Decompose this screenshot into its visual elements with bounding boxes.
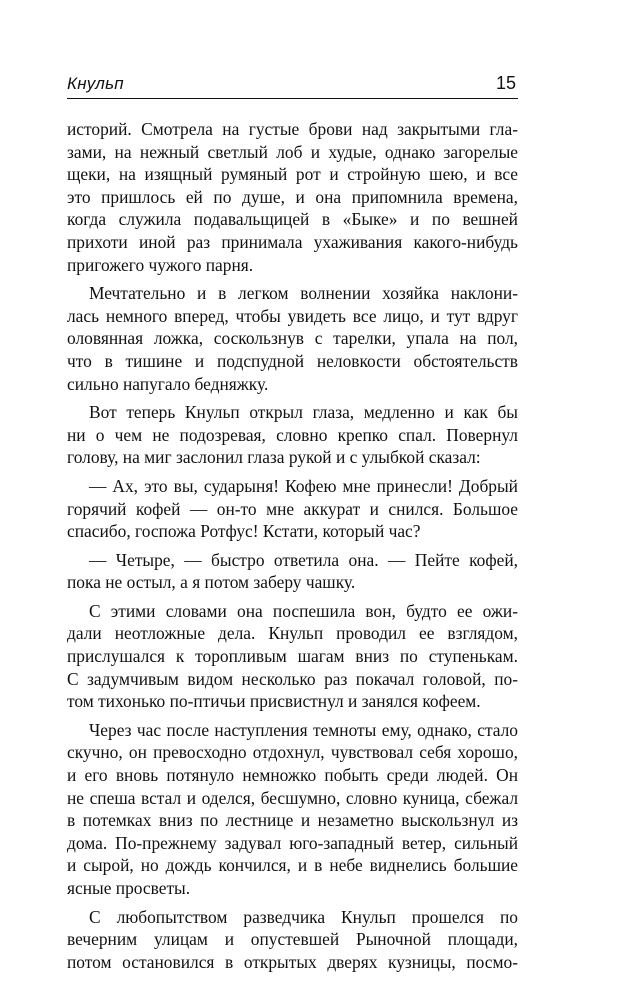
page-number: 15 (495, 73, 516, 93)
text-line: Мечтательно и в легком волнении хозяйка наклони- (89, 283, 518, 304)
text-line: потом остановился в открытых дверях кузницы, посмо- (67, 951, 518, 972)
text-line: ясные просветы. (67, 878, 191, 898)
text-line: скучно, он превосходно отдохнул, чувствовал себя хорошо, (67, 742, 518, 763)
text-line: дали неотложные дела. Кнульп проводил ее взглядом, (67, 623, 518, 644)
text-line: — Ах, это вы, сударыня! Кофею мне принесли! Добрый (89, 475, 518, 496)
paragraph (67, 118, 518, 276)
text-line: лась немного вперед, чтобы увидеть все лицо, и тут вдруг (67, 305, 518, 326)
text-line: ни о чем не подозревая, словно крепко спал. Повернул (67, 424, 518, 445)
body-text (67, 118, 518, 973)
running-head-title: Кнульп (67, 74, 124, 93)
text-line: спасибо, госпожа Ротфус! Кстати, который час? (67, 521, 421, 542)
text-line: сильно напугало бедняжку. (67, 373, 269, 394)
text-line: в потемках вниз по лестнице и незаметно выскользнул из (67, 810, 518, 831)
header-rule (67, 98, 518, 99)
text-line: горячий кофей — он-то мне аккурат и снился. Большое (67, 498, 518, 519)
paragraph (67, 401, 518, 469)
paragraph (67, 906, 518, 974)
text-line: зами, на нежный светлый лоб и худые, однако загорелые (67, 141, 518, 162)
paragraph (67, 475, 518, 543)
text-line: голову, на миг заслонил глаза рукой и с улыбкой сказал: (67, 447, 481, 468)
text-line: не спеша встал и оделся, бесшумно, словно куница, сбежал (67, 787, 518, 808)
text-line: щеки, на изящный румяный рот и стройную шею, и все (67, 164, 518, 185)
text-line: и сырой, но дождь кончился, и в небе виднелись большие (67, 855, 518, 876)
text-line: — Четыре, — быстро ответила она. — Пейте кофей, (89, 549, 518, 570)
text-line: Через час после наступления темноты ему, однако, стало (89, 719, 518, 740)
text-line: пригожего чужого парня. (67, 254, 254, 275)
text-line: С любопытством разведчика Кнульп прошелся по (89, 906, 518, 927)
text-line: когда служила подавальщицей в «Быке» и по вешней (67, 209, 518, 230)
paragraph (67, 282, 518, 395)
paragraph (67, 600, 518, 713)
text-line: что в тишине и подспудной неловкости обстоятельств (67, 350, 518, 371)
text-line: С этими словами она поспешила вон, будто ее ожи- (89, 600, 518, 621)
text-line: это пришлось ей по душе, и она припомнила времена, (67, 186, 518, 207)
text-line: С задумчивым видом несколько раз покачал головой, по- (67, 668, 518, 689)
running-head (67, 72, 518, 98)
text-line: и его вновь потянуло немножко побыть среди людей. Он (67, 765, 518, 786)
paragraph (67, 719, 518, 900)
text-line: прислушался к торопливым шагам вниз по ступенькам. (67, 646, 518, 667)
text-line: историй. Смотрела на густые брови над закрытыми гла- (67, 119, 518, 139)
text-line: том тихонько по-птичьи присвистнул и занялся кофеем. (67, 691, 481, 712)
text-line: пока не остыл, а я потом заберу чашку. (67, 572, 356, 593)
text-line: вечерним улицам и опустевшей Рыночной площади, (67, 929, 518, 950)
text-line: дома. По-прежнему задувал юго-западный ветер, сильный (67, 832, 518, 853)
paragraph (67, 549, 518, 594)
text-line: Вот теперь Кнульп открыл глаза, медленно и как бы (89, 402, 518, 423)
text-line: прихоти иной раз принимала ухаживания какого-нибудь (67, 231, 518, 252)
text-line: оловянная ложка, соскользнув с тарелки, упала на пол, (67, 328, 518, 349)
